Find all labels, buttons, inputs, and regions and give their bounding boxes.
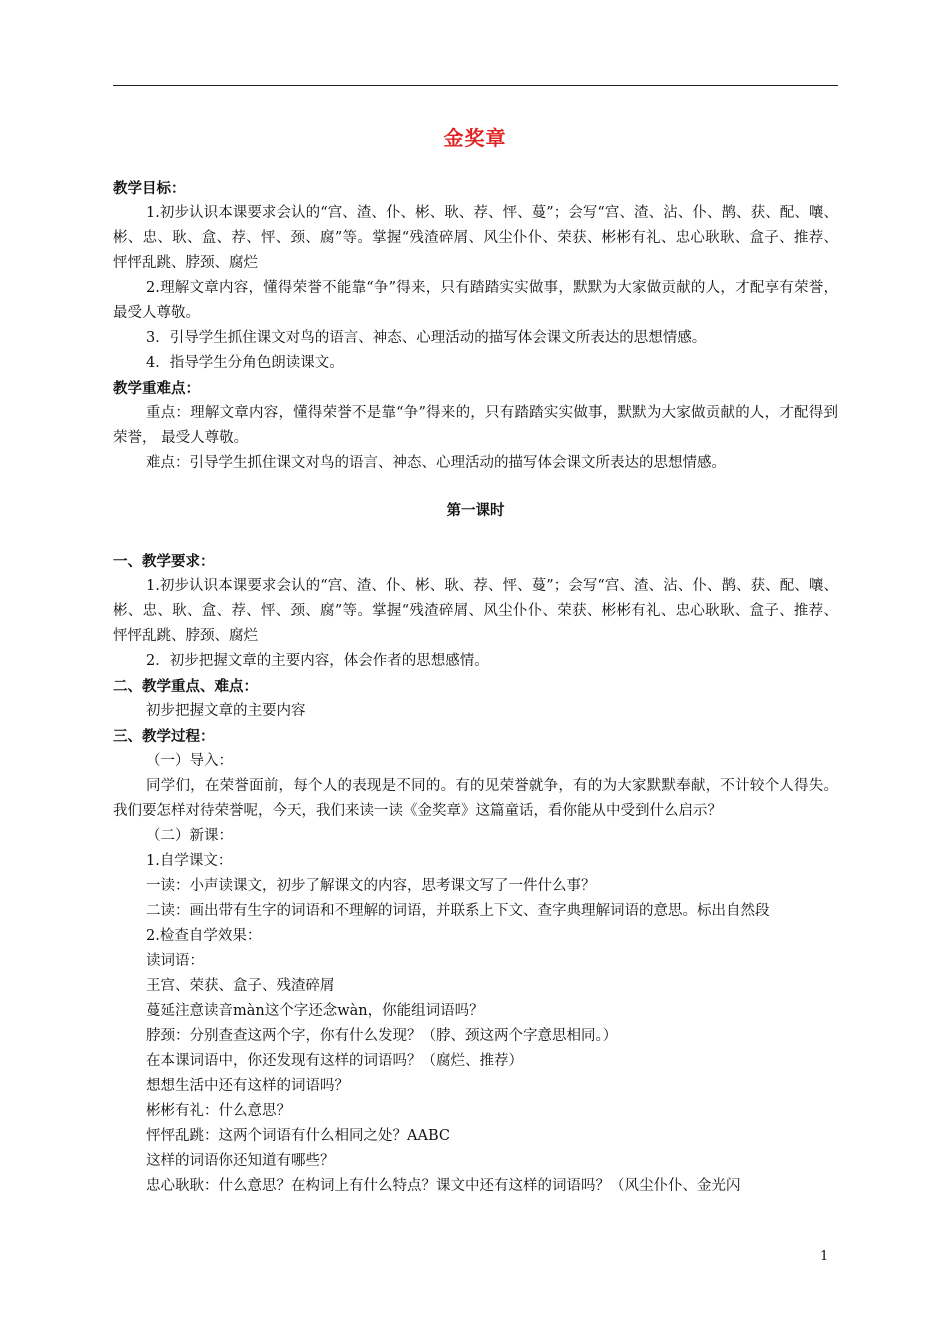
process-line: 蔓延注意读音màn这个字还念wàn，你能组词语吗？: [146, 1003, 484, 1019]
requirement-item: 1.初步认识本课要求会认的“宫、渣、仆、彬、耿、荐、怦、蔓”；会写“宫、渣、沾、仆、鹊、获、配、嚷、彬、忠、耿、盒、荐、怦、颈、腐”等。掌握“残渣碎屑、风尘仆仆、荣获、彬彬有礼、忠心耿耿、盒子、推荐、怦怦乱跳、脖颈、腐烂: [113, 578, 838, 644]
process-line: 一读：小声读课文，初步了解课文的内容，思考课文写了一件什么事？: [146, 878, 596, 894]
process-line: 同学们，在荣誉面前，每个人的表现是不同的。有的见荣誉就争，有的为大家默默奉献，不计较个人得失。我们要怎样对待荣誉呢，今天，我们来读一读《金奖章》这篇童话，看你能从中受到什么启示？: [113, 778, 838, 819]
process-line: 在本课词语中，你还发现有这样的词语吗？（腐烂、推荐）: [146, 1053, 523, 1069]
key-heading: 教学重难点：: [113, 380, 200, 397]
process-line: （二）新课：: [146, 828, 233, 844]
process-line: 2.检查自学效果：: [146, 928, 262, 944]
focus-heading: 二、教学重点、难点：: [113, 678, 258, 695]
process-line: 读词语：: [146, 953, 204, 969]
process-list: [113, 749, 838, 1199]
process-line: 怦怦乱跳：这两个词语有什么相同之处？AABC: [146, 1128, 450, 1144]
process-line: 想想生活中还有这样的词语吗？: [146, 1078, 349, 1094]
requirements-heading: 一、教学要求：: [113, 553, 215, 570]
goal-item: 4．指导学生分角色朗读课文。: [146, 355, 344, 371]
goals-heading: 教学目标：: [113, 180, 186, 197]
process-heading: 三、教学过程：: [113, 728, 215, 745]
process-line: 王宫、荣获、盒子、残渣碎屑: [146, 978, 335, 994]
process-line: 忠心耿耿：什么意思？在构词上有什么特点？课文中还有这样的词语吗？（风尘仆仆、金光闪: [146, 1178, 741, 1194]
lesson-title: 第一课时: [446, 502, 505, 519]
focus-text: 初步把握文章的主要内容: [146, 703, 306, 719]
goal-item: 3．引导学生抓住课文对鸟的语言、神态、心理活动的描写体会课文所表达的思想情感。: [146, 330, 707, 346]
document-body: [113, 176, 838, 1199]
page-number: 1: [820, 1249, 829, 1264]
header-rule: [113, 85, 838, 86]
goal-item: 2.理解文章内容，懂得荣誉不能靠“争”得来，只有踏踏实实做事，默默为大家做贡献的人，才配享有荣誉，最受人尊敬。: [113, 280, 838, 321]
goal-item: 1.初步认识本课要求会认的“宫、渣、仆、彬、耿、荐、怦、蔓”；会写“宫、渣、沾、仆、鹊、获、配、嚷、彬、忠、耿、盒、荐、怦、颈、腐”等。掌握“残渣碎屑、风尘仆仆、荣获、彬彬有礼、忠心耿耿、盒子、推荐、怦怦乱跳、脖颈、腐烂: [113, 205, 838, 271]
process-line: 脖颈：分别查查这两个字，你有什么发现？（脖、颈这两个字意思相同。）: [146, 1028, 618, 1044]
document-title: 金奖章: [443, 126, 507, 150]
key-point: 重点：理解文章内容，懂得荣誉不是靠“争”得来的，只有踏踏实实做事，默默为大家做贡献的人，才配得到荣誉， 最受人尊敬。: [113, 405, 838, 446]
requirement-item: 2．初步把握文章的主要内容，体会作者的思想感情。: [146, 653, 489, 669]
process-line: （一）导入：: [146, 753, 233, 769]
process-line: 1.自学课文：: [146, 853, 233, 869]
key-point: 难点：引导学生抓住课文对鸟的语言、神态、心理活动的描写体会课文所表达的思想情感。: [146, 455, 726, 471]
process-line: 彬彬有礼：什么意思？: [146, 1103, 291, 1119]
process-line: 这样的词语你还知道有哪些？: [146, 1153, 335, 1169]
process-line: 二读：画出带有生字的词语和不理解的词语，并联系上下文、查字典理解词语的意思。标出自然段: [146, 903, 770, 919]
